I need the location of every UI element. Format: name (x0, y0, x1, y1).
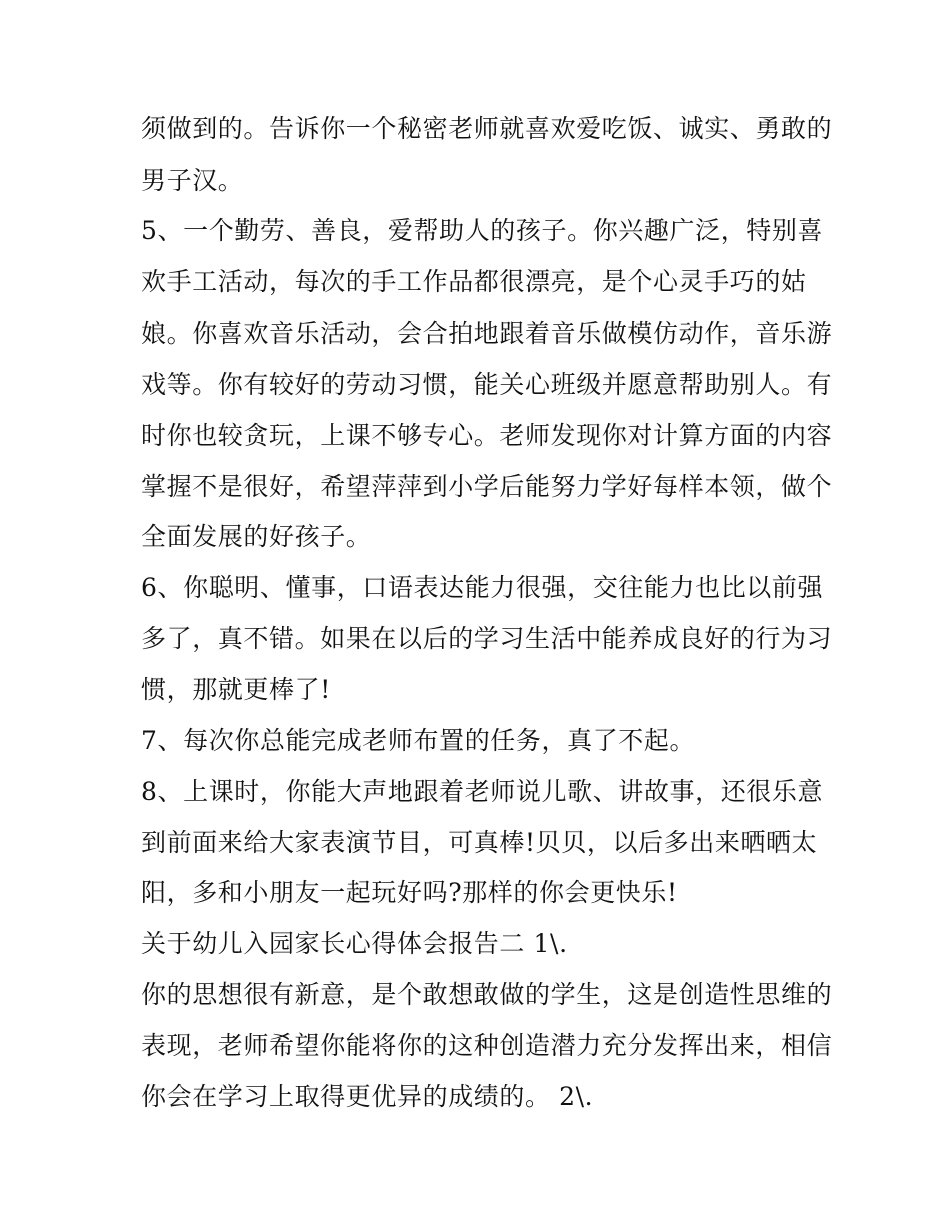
text-line: 时你也较贪玩，上课不够专心。老师发现你对计算方面的内容 (141, 421, 833, 450)
text-line: 阳，多和小朋友一起玩好吗?那样的你会更快乐! (141, 878, 678, 907)
text-line: 7、每次你总能完成老师布置的任务，真了不起。 (141, 726, 696, 755)
text-line: 你的思想很有新意，是个敢想敢做的学生，这是创造性思维的 (141, 980, 833, 1009)
text-line: 你会在学习上取得更优异的成绩的。 2\. (141, 1082, 594, 1111)
section-heading: 关于幼儿入园家长心得体会报告二 1\. (141, 929, 568, 958)
text-line: 全面发展的好孩子。 (141, 522, 372, 551)
text-line: 8、上课时，你能大声地跟着老师说儿歌、讲故事，还很乐意 (141, 777, 824, 806)
text-line: 6、你聪明、懂事，口语表达能力很强，交往能力也比以前强 (141, 573, 824, 602)
text-line: 多了，真不错。如果在以后的学习生活中能养成良好的行为习 (141, 624, 833, 653)
text-line: 到前面来给大家表演节目，可真棒!贝贝，以后多出来晒晒太 (141, 828, 818, 857)
text-line: 欢手工活动，每次的手工作品都很漂亮，是个心灵手巧的姑 (141, 267, 807, 296)
text-line: 须做到的。告诉你一个秘密老师就喜欢爱吃饭、诚实、勇敢的 (141, 114, 833, 143)
text-line: 男子汉。 (141, 166, 244, 195)
text-line: 表现，老师希望你能将你的这种创造潜力充分发挥出来，相信 (141, 1031, 833, 1060)
text-line: 戏等。你有较好的劳动习惯，能关心班级并愿意帮助别人。有 (141, 370, 833, 399)
text-line: 惯，那就更棒了! (141, 675, 331, 704)
text-line: 娘。你喜欢音乐活动，会合拍地跟着音乐做模仿动作，音乐游 (141, 319, 833, 348)
text-line: 掌握不是很好，希望萍萍到小学后能努力学好每样本领，做个 (141, 472, 833, 501)
text-line: 5、一个勤劳、善良，爱帮助人的孩子。你兴趣广泛，特别喜 (141, 216, 824, 245)
